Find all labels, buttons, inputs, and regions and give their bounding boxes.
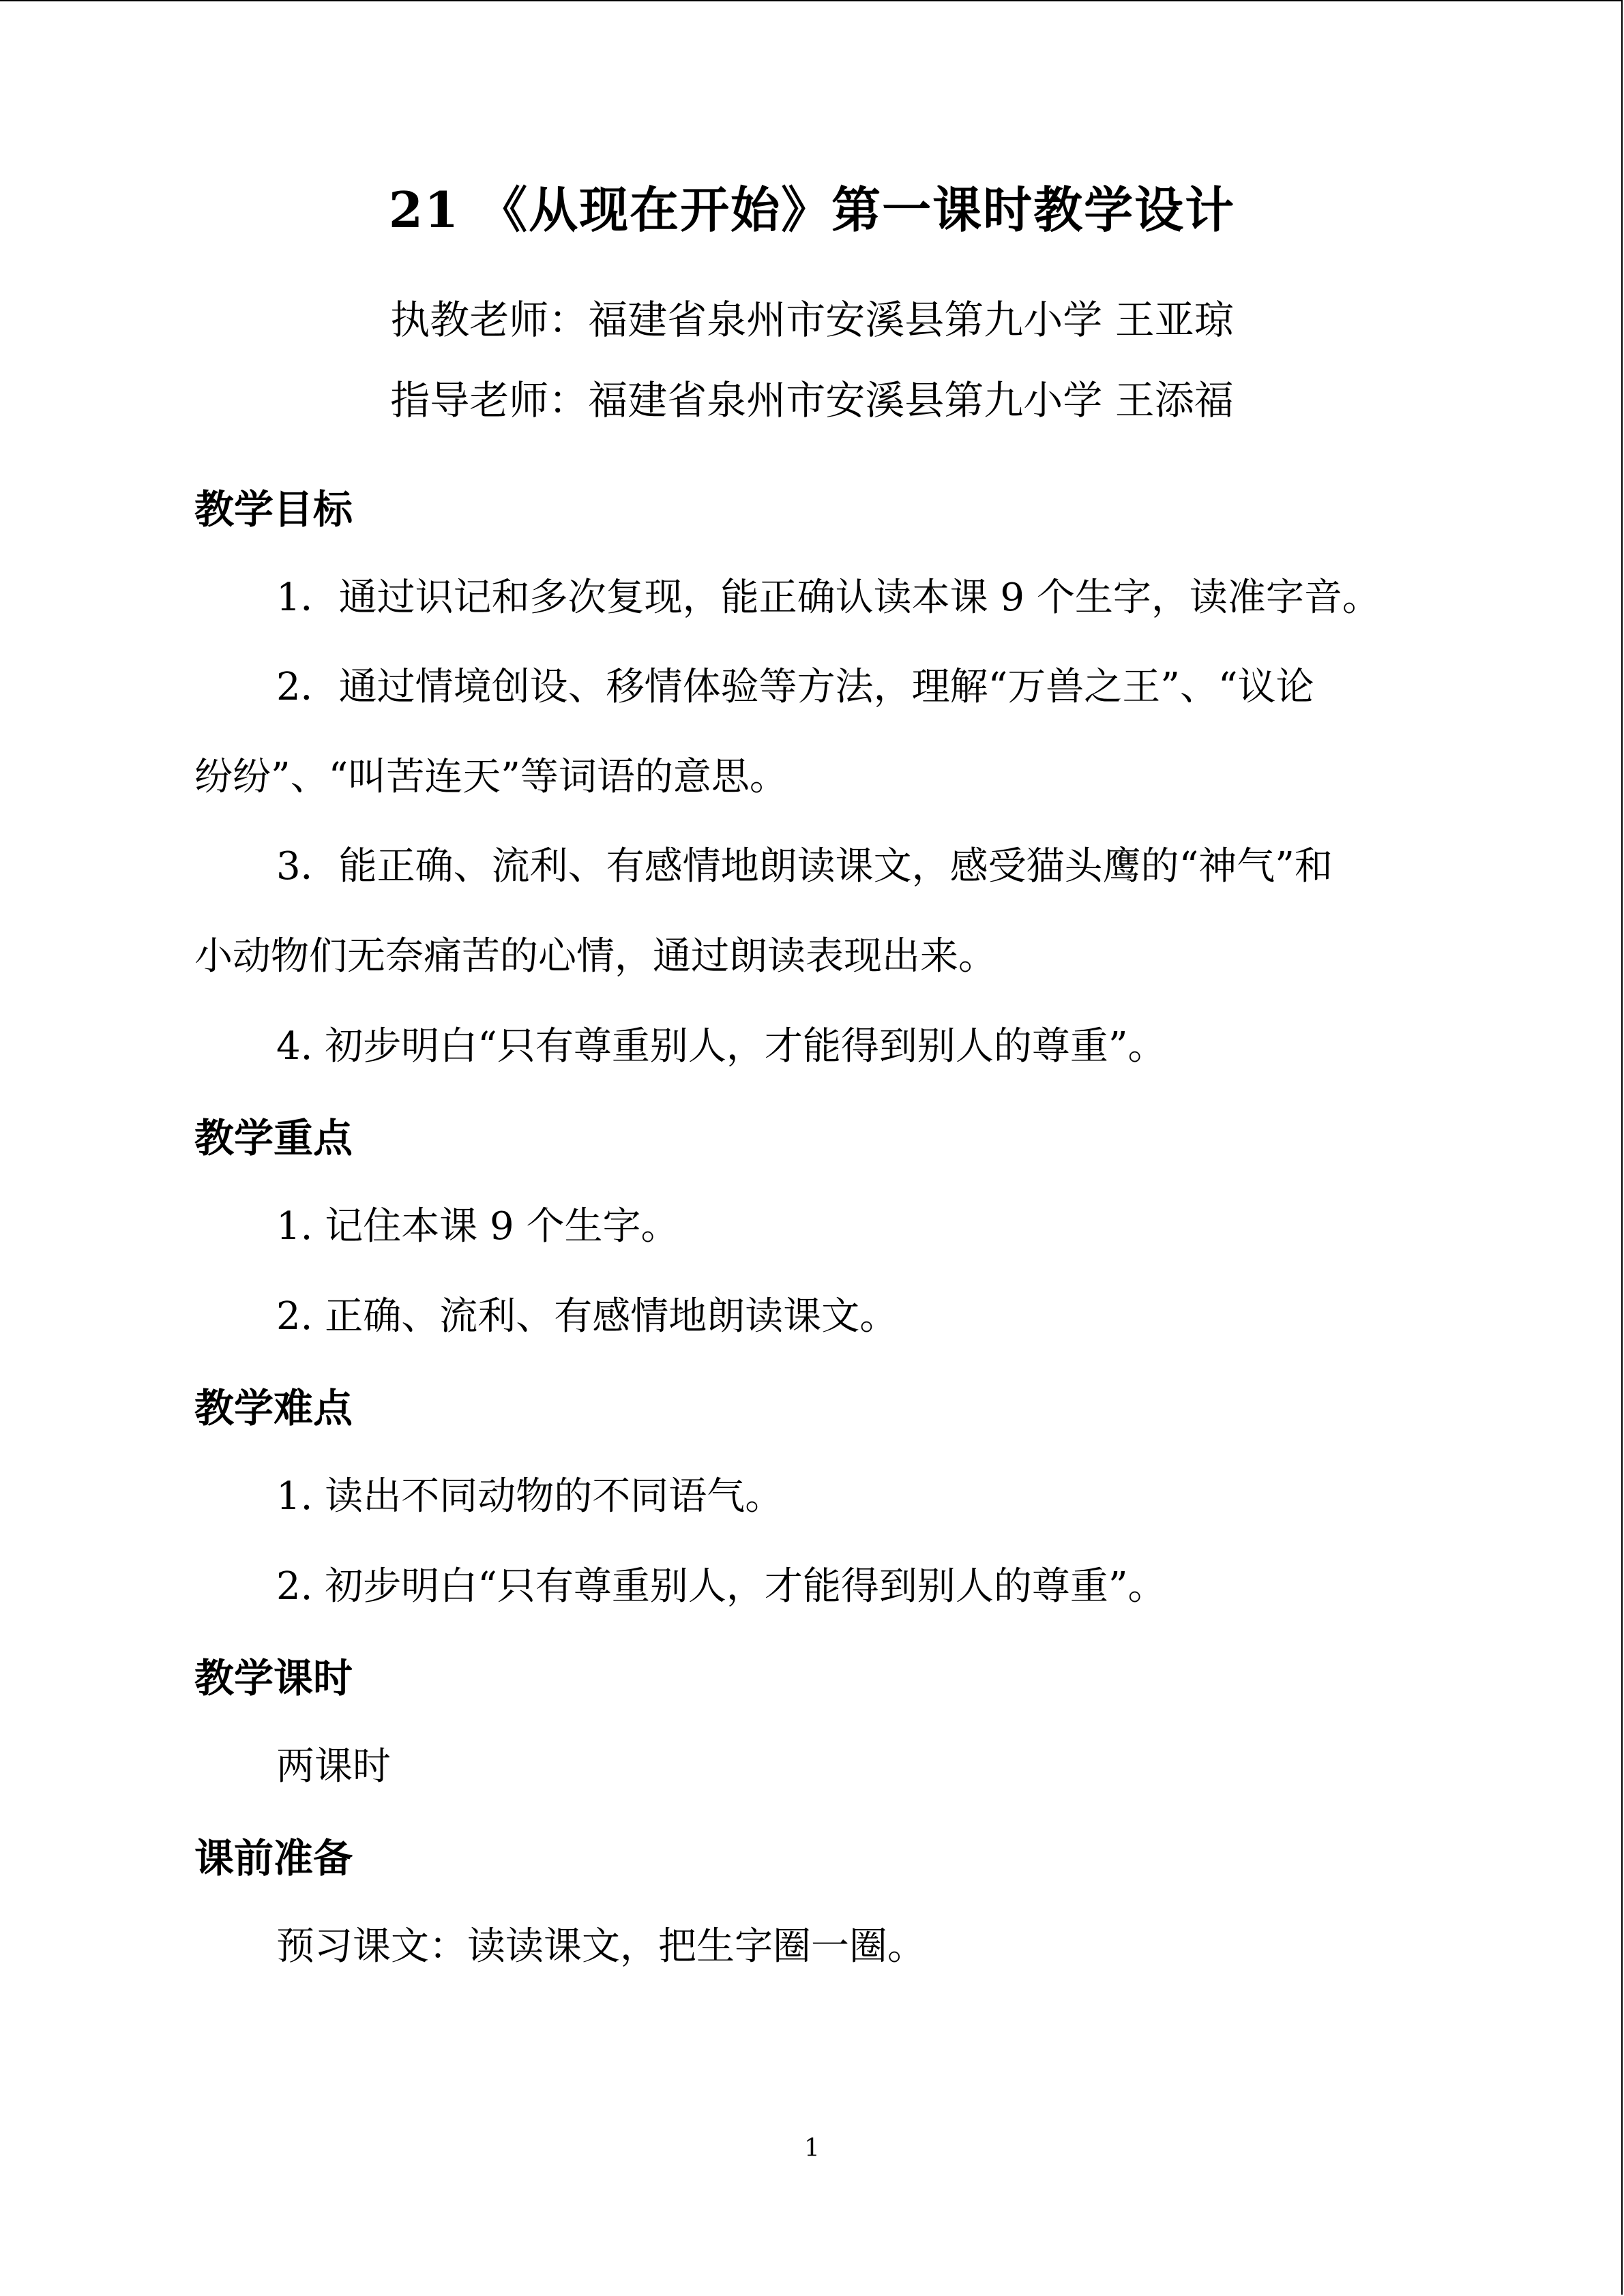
- objective-line-1: 1．通过识记和多次复现，能正确认读本课 9 个生字，读准字音。: [276, 576, 1381, 620]
- document-title: 21 《从现在开始》第一课时教学设计: [388, 181, 1236, 239]
- teacher-line: 执教老师：福建省泉州市安溪县第九小学 王亚琼: [390, 297, 1234, 343]
- difficulty-line-1: 1. 读出不同动物的不同语气。: [276, 1474, 784, 1519]
- periods-heading: 教学课时: [194, 1655, 353, 1701]
- key-points-heading: 教学重点: [194, 1115, 353, 1161]
- difficulties-heading: 教学难点: [194, 1385, 353, 1431]
- preparation-heading: 课前准备: [194, 1835, 353, 1881]
- page-number: 1: [804, 2134, 820, 2162]
- periods-line-1: 两课时: [276, 1744, 391, 1789]
- objective-line-3-cont: 小动物们无奈痛苦的心情，通过朗读表现出来。: [194, 934, 996, 979]
- key-point-line-2: 2. 正确、流利、有感情地朗读课文。: [276, 1294, 898, 1339]
- advisor-line: 指导老师：福建省泉州市安溪县第九小学 王添福: [390, 377, 1234, 423]
- objective-line-3: 3．能正确、流利、有感情地朗读课文，感受猫头鹰的“神气”和: [276, 844, 1333, 889]
- preparation-line-1: 预习课文：读读课文，把生字圈一圈。: [276, 1924, 926, 1969]
- key-point-line-1: 1. 记住本课 9 个生字。: [276, 1204, 679, 1249]
- objective-line-2: 2．通过情境创设、移情体验等方法，理解“万兽之王”、“议论: [276, 665, 1314, 709]
- objectives-heading: 教学目标: [194, 486, 353, 533]
- objective-line-4: 4. 初步明白“只有尊重别人，才能得到别人的尊重”。: [276, 1024, 1166, 1069]
- difficulty-line-2: 2. 初步明白“只有尊重别人，才能得到别人的尊重”。: [276, 1564, 1166, 1609]
- objective-line-2-cont: 纷纷”、“叫苦连天”等词语的意思。: [194, 755, 788, 799]
